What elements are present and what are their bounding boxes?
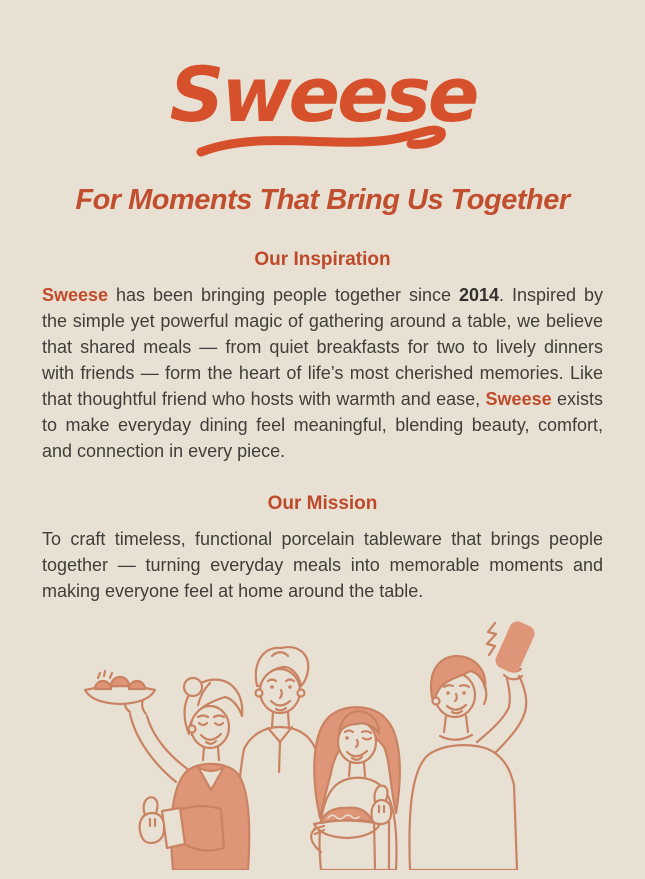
camera-flash-icon: [487, 623, 496, 655]
brand-tagline: For Moments That Bring Us Together: [75, 184, 570, 216]
friends-selfie-illustration: [58, 620, 588, 870]
figure-center-woman: [311, 707, 400, 870]
inspiration-heading: Our Inspiration: [254, 249, 391, 270]
mission-paragraph: To craft timeless, functional porcelain tableware that brings people together — turning everyday meals into memorable moments and making everyone feel at home around the table.: [42, 529, 603, 601]
figure-back-man: [238, 647, 318, 852]
logo-text: Sweese: [169, 50, 476, 139]
figure-selfie-man: [409, 620, 537, 870]
selfie-phone: [492, 620, 536, 675]
mission-heading: Our Mission: [267, 493, 378, 514]
sweese-logo: [163, 26, 483, 176]
inspiration-paragraph: Sweese has been bringing people together since 2014. Inspired by the simple yet powerful magic of gathering around a table, we believe that shared meals — from quiet breakfasts for two to lively dinners with friends — form the heart of life’s most cherished memories. Like that thoughtful friend who hosts with warmth and ease, Sweese exists to make everyday dining feel meaningful, blending beauty, comfort, and connection in every piece.: [42, 285, 603, 461]
logo-container: [0, 0, 645, 176]
